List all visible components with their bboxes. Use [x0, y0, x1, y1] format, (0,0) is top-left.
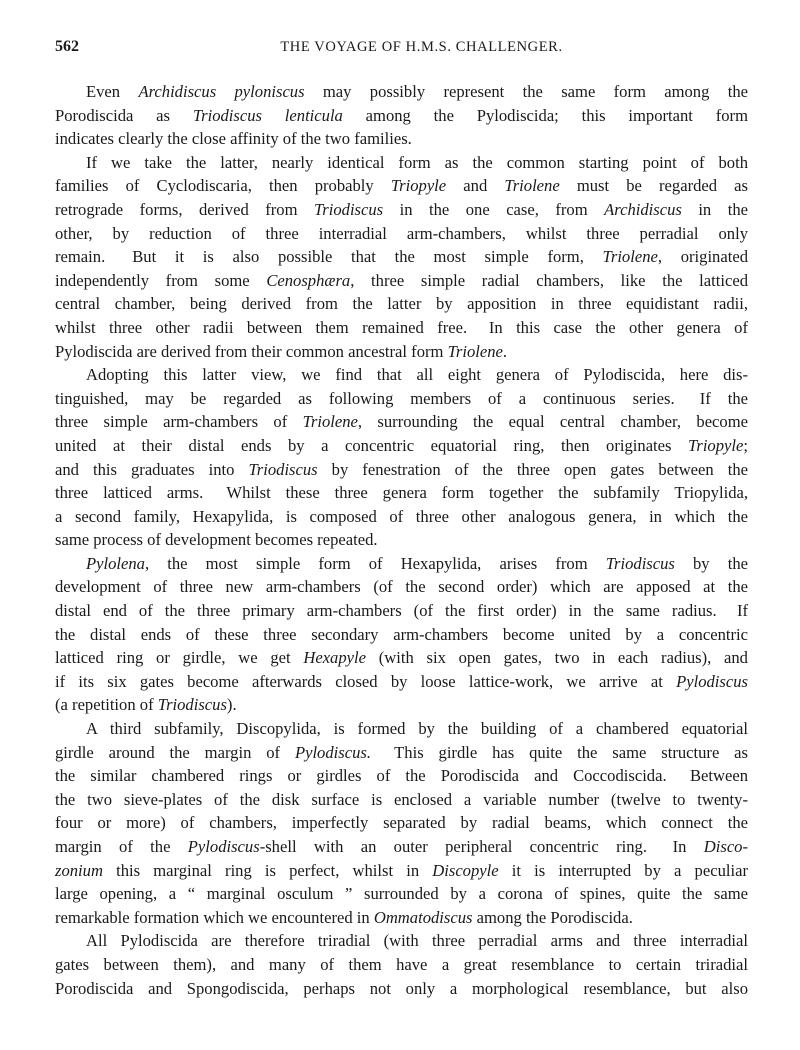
body-text: [55, 80, 748, 1000]
text-run: , the most simple form of Hexapylida, arises from: [144, 553, 606, 573]
text-line: [55, 575, 748, 599]
text-line: [55, 363, 748, 387]
text-line: [55, 245, 748, 269]
text-run: Even: [86, 82, 139, 101]
text-line: [55, 882, 748, 906]
italic-term: Ommatodiscus: [373, 907, 473, 927]
text-run: the two sieve-plates of the disk surface is enclosed a variable number (twelve to twenty-: [55, 789, 748, 809]
text-line: [55, 151, 748, 175]
text-run: This girdle has quite the same structure as: [370, 742, 748, 762]
paragraph: [55, 151, 748, 363]
text-run: ).: [226, 695, 237, 715]
text-run: , originated: [657, 247, 748, 267]
text-line: [55, 528, 748, 552]
text-run: -shell with an outer peripheral concentric ring. In: [259, 837, 704, 856]
italic-term: Triopyle: [688, 435, 744, 455]
text-run: and this graduates into: [55, 459, 249, 479]
text-line: [55, 505, 748, 529]
text-line: [55, 788, 748, 812]
text-line: [55, 859, 748, 883]
text-line: [55, 835, 748, 859]
text-line: [55, 434, 748, 458]
text-line: [55, 717, 748, 741]
text-line: [55, 906, 748, 930]
text-run: latticed ring or girdle, we get: [55, 648, 304, 668]
text-run: girdle around the margin of: [55, 742, 295, 762]
text-run: by the: [674, 553, 748, 573]
text-run: ;: [743, 435, 748, 455]
text-run: may possibly represent the same form among the: [304, 82, 748, 101]
italic-term: Triodiscus lenticula: [192, 105, 343, 125]
text-line: [55, 222, 748, 246]
text-run: central chamber, being derived from the latter by apposition in three equidistant radii,: [55, 294, 748, 314]
text-run: remarkable formation which we encountered in: [55, 907, 374, 927]
text-line: [55, 198, 748, 222]
italic-term: Pylodiscus: [187, 837, 260, 856]
text-run: indicates clearly the close affinity of the two families.: [55, 129, 412, 149]
italic-term: Archidiscus pyloniscus: [138, 82, 305, 101]
italic-term: Pylodiscus.: [294, 742, 371, 762]
page-number: 562: [55, 38, 79, 55]
paragraph: [55, 929, 748, 1000]
text-line: [55, 623, 748, 647]
italic-term: Triolene: [602, 247, 658, 267]
paragraph: [55, 552, 748, 717]
text-line: [55, 741, 748, 765]
text-line: [55, 552, 748, 576]
text-run: if its six gates become afterwards closed by loose lattice-work, we arrive at: [55, 671, 677, 691]
text-run: development of three new arm-chambers (of the second order) which are apposed at the: [55, 577, 748, 597]
text-run: among the Pylodiscida; this important form: [342, 105, 748, 125]
text-run: united at their distal ends by a concentric equatorial ring, then originates: [55, 435, 689, 455]
italic-term: Cenosphæra: [266, 270, 351, 290]
italic-term: Triolene: [302, 412, 358, 432]
text-run: gates between them), and many of them have a great resemblance to certain triradial: [55, 954, 748, 974]
text-line: [55, 316, 748, 340]
italic-term: Pylolena: [86, 553, 145, 573]
italic-term: Triolene: [447, 341, 503, 361]
text-run: large opening, a “ marginal osculum ” surrounded by a corona of spines, quite the same: [55, 884, 748, 904]
text-run: three simple arm-chambers of: [55, 412, 303, 432]
text-run: retrograde forms, derived from: [55, 199, 314, 219]
text-line: [55, 292, 748, 316]
italic-term: Triodiscus: [157, 695, 227, 715]
text-run: in the: [681, 199, 748, 219]
text-run: tinguished, may be regarded as following members of a continuous series. If the: [55, 388, 748, 408]
text-line: [55, 929, 748, 953]
text-line: [55, 977, 748, 1001]
text-line: [55, 599, 748, 623]
text-run: this marginal ring is perfect, whilst in: [102, 860, 433, 880]
text-run: All Pylodiscida are therefore triradial (with three perradial arms and three interradial: [86, 931, 748, 951]
text-run: three latticed arms. Whilst these three genera form together the subfamily Triopylida,: [55, 483, 748, 503]
text-run: , surrounding the equal central chamber, become: [357, 412, 748, 432]
text-run: by fenestration of the three open gates between the: [317, 459, 749, 479]
italic-term: zonium: [55, 860, 103, 880]
text-line: [55, 410, 748, 434]
text-line: [55, 340, 748, 364]
text-line: [55, 670, 748, 694]
running-header: [55, 38, 748, 60]
text-line: [55, 80, 748, 104]
italic-term: Archidiscus: [604, 199, 682, 219]
text-line: [55, 811, 748, 835]
italic-term: Triodiscus: [248, 459, 318, 479]
text-run: .: [502, 341, 508, 361]
running-title: THE VOYAGE OF H.M.S. CHALLENGER.: [280, 39, 563, 55]
text-run: families of Cyclodiscaria, then probably: [55, 176, 391, 196]
italic-term: Discopyle: [432, 860, 499, 880]
paragraph: [55, 717, 748, 929]
text-run: Porodiscida and Spongodiscida, perhaps not only a morphological resemblance, but also: [55, 978, 748, 998]
text-run: A third subfamily, Discopylida, is formed by the building of a chambered equatorial: [86, 719, 748, 739]
paragraph: [55, 363, 748, 552]
text-run: distal end of the three primary arm-chambers (of the first order) in the same radius. If: [55, 601, 748, 621]
text-run: same process of development becomes repeated.: [55, 530, 378, 550]
text-run: other, by reduction of three interradial arm-chambers, whilst three perradial only: [55, 223, 748, 243]
text-run: Adopting this latter view, we find that all eight genera of Pylodiscida, here dis-: [86, 365, 748, 385]
text-line: [55, 953, 748, 977]
text-run: (a repetition of: [55, 695, 158, 715]
italic-term: Disco-: [703, 837, 749, 856]
italic-term: Triodiscus: [313, 199, 384, 219]
paragraph: [55, 80, 748, 151]
text-run: remain. But it is also possible that the most simple form,: [55, 247, 603, 267]
text-run: whilst three other radii between them remained free. In this case the other genera of: [55, 317, 748, 337]
text-run: must be regarded as: [559, 176, 749, 196]
text-run: it is interrupted by a peculiar: [498, 860, 748, 880]
text-line: [55, 646, 748, 670]
text-run: four or more) of chambers, imperfectly separated by radial beams, which connect the: [55, 813, 748, 833]
text-run: Porodiscida as: [55, 105, 193, 125]
italic-term: Hexapyle: [303, 648, 366, 668]
italic-term: Triodiscus: [605, 553, 675, 573]
text-run: and: [446, 176, 505, 196]
italic-term: Pylodiscus: [676, 671, 748, 691]
text-line: [55, 764, 748, 788]
text-run: the similar chambered rings or girdles of the Porodiscida and Coccodiscida. Between: [55, 766, 748, 786]
text-run: the distal ends of these three secondary arm-chambers become united by a concentric: [55, 624, 748, 644]
text-line: [55, 387, 748, 411]
italic-term: Triolene: [504, 176, 560, 196]
text-line: [55, 269, 748, 293]
text-run: a second family, Hexapylida, is composed of three other analogous genera, in which the: [55, 506, 748, 526]
text-line: [55, 693, 748, 717]
text-line: [55, 174, 748, 198]
text-run: If we take the latter, nearly identical form as the common starting point of both: [86, 152, 748, 172]
text-run: margin of the: [55, 837, 188, 856]
text-run: independently from some: [55, 270, 267, 290]
text-run: in the one case, from: [383, 199, 605, 219]
text-run: Pylodiscida are derived from their common ancestral form: [55, 341, 448, 361]
text-line: [55, 127, 748, 151]
text-line: [55, 458, 748, 482]
italic-term: Triopyle: [390, 176, 447, 196]
text-run: , three simple radial chambers, like the latticed: [350, 270, 748, 290]
text-line: [55, 104, 748, 128]
text-line: [55, 481, 748, 505]
text-run: among the Porodiscida.: [472, 907, 633, 927]
text-run: (with six open gates, two in each radius), and: [366, 648, 748, 668]
